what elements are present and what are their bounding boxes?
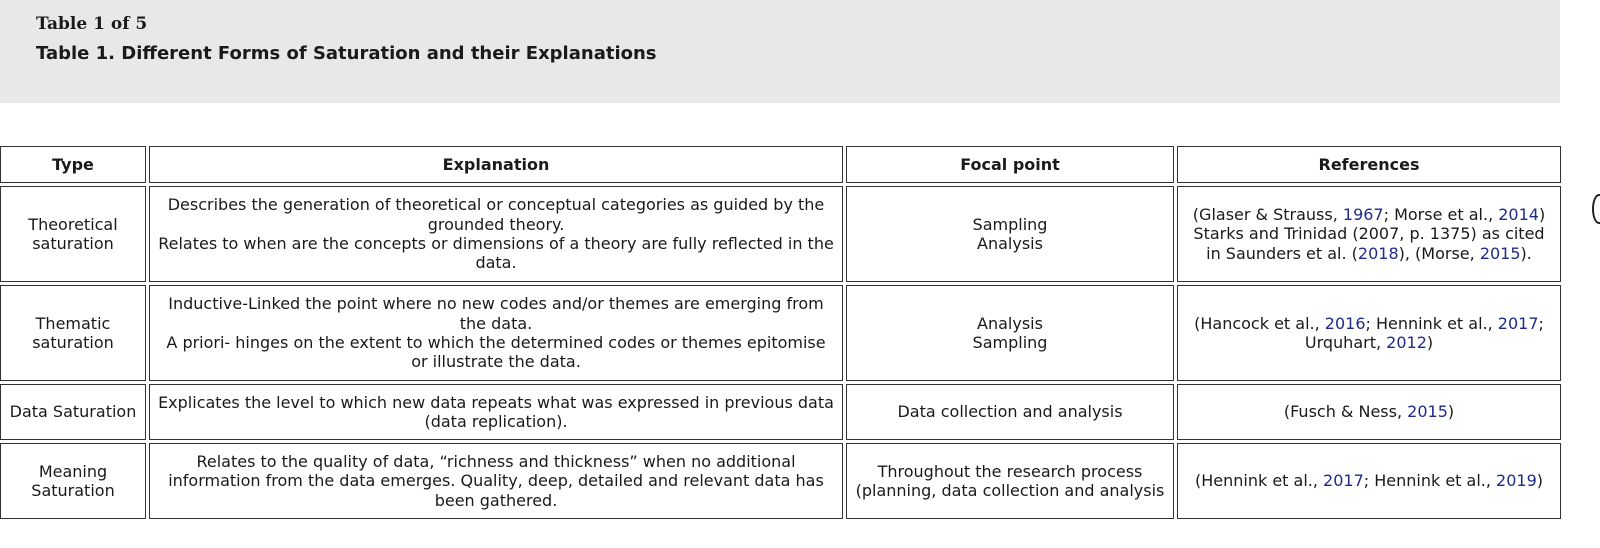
cell-line: saturation — [32, 234, 114, 253]
type-cell — [0, 285, 146, 381]
cell-line: Sampling — [972, 214, 1048, 234]
citation-year-link[interactable]: 2015 — [1407, 402, 1448, 422]
saturation-table — [0, 143, 1564, 522]
table-title: Table 1. Different Forms of Saturation and their Explanations — [36, 43, 657, 64]
table-header-band — [0, 0, 1560, 103]
reference-text: ) — [1536, 471, 1543, 491]
reference-text: ), (Morse, — [1398, 243, 1480, 263]
citation-year-link[interactable]: 2019 — [1496, 471, 1537, 491]
reference-text: Urquhart, — [1304, 333, 1387, 352]
reference-text: ; — [1538, 313, 1544, 333]
cell-line: the data. — [459, 313, 533, 333]
table-row — [0, 285, 1561, 381]
citation-year-link[interactable]: 2017 — [1323, 471, 1364, 491]
reference-line — [1184, 333, 1554, 352]
cell-line: Explicates the level to which new data repeats what was expressed in previous data — [158, 392, 834, 412]
cell-line: Theoretical — [28, 214, 118, 234]
cell-line: Relates to the quality of data, “richness and thickness” when no additional — [196, 451, 796, 471]
column-header-references: References — [1177, 146, 1561, 183]
reference-text: (Hennink et al., — [1194, 471, 1324, 491]
citation-year-link[interactable]: 2015 — [1479, 243, 1521, 263]
reference-text: ). — [1520, 243, 1532, 263]
cell-line: Analysis — [977, 313, 1043, 333]
reference-text: ; Hennink et al., — [1365, 313, 1498, 333]
focal-point-cell — [846, 443, 1174, 519]
reference-text: ) — [1426, 333, 1434, 352]
table-header-row — [0, 146, 1561, 183]
table-row — [0, 186, 1561, 282]
type-cell — [0, 384, 146, 440]
cell-line: been gathered. — [434, 490, 558, 510]
cell-line: Relates to when are the concepts or dimensions of a theory are fully reflected in the — [158, 234, 834, 253]
references-cell — [1177, 384, 1561, 440]
cell-line: Sampling — [972, 333, 1048, 352]
citation-year-link[interactable]: 2018 — [1357, 243, 1399, 263]
reference-line — [1184, 244, 1554, 263]
cell-line: A priori- hinges on the extent to which the determined codes or themes epitomise — [166, 333, 826, 352]
table-counter: Table 1 of 5 — [36, 14, 148, 34]
table-row — [0, 443, 1561, 519]
cell-line: or illustrate the data. — [411, 352, 581, 372]
focal-point-cell — [846, 186, 1174, 282]
cell-line: Inductive-Linked the point where no new codes and/or themes are emerging from — [168, 294, 824, 314]
type-cell — [0, 186, 146, 282]
table-row — [0, 384, 1561, 440]
column-header-explanation: Explanation — [149, 146, 843, 183]
reference-line — [1184, 402, 1554, 421]
reference-text: ) — [1538, 204, 1546, 224]
focal-point-cell — [846, 285, 1174, 381]
citation-year-link[interactable]: 1967 — [1342, 204, 1384, 224]
reference-text: (Glaser & Strauss, — [1192, 204, 1343, 224]
cell-line: grounded theory. — [427, 214, 565, 234]
citation-year-link[interactable]: 2017 — [1497, 313, 1539, 333]
cell-line: saturation — [32, 333, 114, 352]
references-cell — [1177, 186, 1561, 282]
cell-line: information from the data emerges. Quality, deep, detailed and relevant data has — [168, 471, 824, 491]
explanation-cell — [149, 285, 843, 381]
explanation-cell — [149, 384, 843, 440]
citation-year-link[interactable]: 2014 — [1498, 204, 1539, 224]
reference-text: (Hancock et al., — [1194, 313, 1325, 333]
type-cell — [0, 443, 146, 519]
reference-line — [1184, 314, 1554, 333]
cell-line: (data replication). — [424, 412, 568, 431]
cell-line: Data collection and analysis — [897, 402, 1123, 422]
cell-line: data. — [475, 253, 517, 273]
reference-text: in Saunders et al. ( — [1206, 243, 1358, 263]
reference-line: Starks and Trinidad (2007, p. 1375) as cited — [1193, 224, 1545, 244]
reference-line — [1184, 205, 1554, 224]
citation-year-link[interactable]: 2012 — [1386, 333, 1427, 352]
cell-line: Saturation — [31, 481, 115, 500]
cell-line: (planning, data collection and analysis — [855, 481, 1165, 500]
column-header-type: Type — [0, 146, 146, 183]
partial-control-edge[interactable] — [1592, 194, 1600, 224]
cell-line: Thematic — [35, 313, 111, 333]
column-header-focal-point: Focal point — [846, 146, 1174, 183]
explanation-cell — [149, 443, 843, 519]
reference-text: ; Morse et al., — [1383, 204, 1499, 224]
cell-line: Analysis — [977, 234, 1043, 253]
references-cell — [1177, 285, 1561, 381]
cell-line: Throughout the research process — [877, 461, 1143, 481]
reference-text: (Fusch & Ness, — [1283, 402, 1408, 422]
references-cell — [1177, 443, 1561, 519]
cell-line: Data Saturation — [9, 402, 137, 422]
reference-text: ) — [1447, 402, 1455, 422]
cell-line: Meaning — [38, 461, 108, 481]
reference-line — [1184, 471, 1554, 490]
cell-line: Describes the generation of theoretical or conceptual categories as guided by the — [167, 195, 825, 215]
focal-point-cell — [846, 384, 1174, 440]
reference-text: ; Hennink et al., — [1363, 471, 1497, 491]
explanation-cell — [149, 186, 843, 282]
citation-year-link[interactable]: 2016 — [1324, 313, 1366, 333]
